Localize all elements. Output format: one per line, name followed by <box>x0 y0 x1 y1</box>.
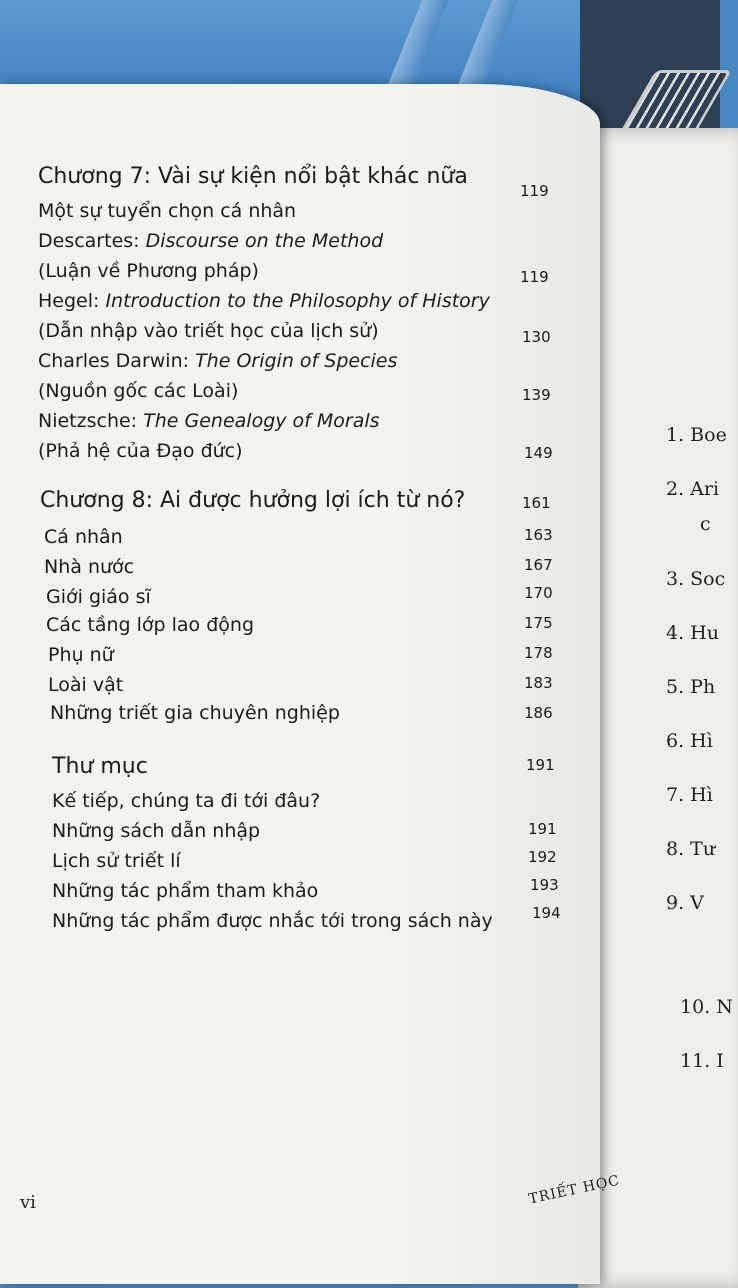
right-page-item: 1. Boe <box>666 424 727 446</box>
toc-entry: Những triết gia chuyên nghiệp <box>50 702 340 724</box>
page-number: 183 <box>524 674 553 692</box>
toc-entry: Loài vật <box>48 674 124 696</box>
page-number: 163 <box>524 526 553 544</box>
toc-entry: (Nguồn gốc các Loài) <box>38 380 239 402</box>
page-number: 130 <box>522 328 551 346</box>
page-number: 149 <box>524 444 553 462</box>
toc-entry-title: Introduction to the Philosophy of History <box>105 290 490 312</box>
page-number: 193 <box>530 876 559 894</box>
toc-entry: Giới giáo sĩ <box>46 586 151 608</box>
chapter-heading: Chương 8: Ai được hưởng lợi ích từ nó? <box>40 488 466 513</box>
page-number: 119 <box>520 182 549 200</box>
page-number: 175 <box>524 614 553 632</box>
page-number: 119 <box>520 268 549 286</box>
chapter-heading: Thư mục <box>52 754 148 779</box>
right-page-item: 3. Soc <box>666 568 726 590</box>
book-page <box>0 84 622 1284</box>
toc-entry-author: Charles Darwin: <box>38 350 196 372</box>
right-page-item: 4. Hu <box>666 622 719 644</box>
toc-entry: Những tác phẩm được nhắc tới trong sách này <box>52 910 493 932</box>
right-page-item: 5. Ph <box>666 676 716 698</box>
right-page-item: 2. Ari <box>666 478 720 500</box>
toc-entry-author: Hegel: <box>38 290 106 312</box>
toc-entry-title: The Genealogy of Morals <box>143 410 380 432</box>
toc-entry <box>38 230 383 252</box>
toc-entry: Lịch sử triết lí <box>52 850 181 872</box>
right-page-item: 7. Hì <box>666 784 713 806</box>
page-number: 139 <box>522 386 551 404</box>
page-number: 192 <box>528 848 557 866</box>
toc-entry-author: Nietzsche: <box>38 410 144 432</box>
toc-entry: Các tầng lớp lao động <box>46 614 255 636</box>
toc-entry: Phụ nữ <box>48 644 114 666</box>
toc-entry-author: Descartes: <box>38 230 146 252</box>
page-number: 191 <box>526 756 555 774</box>
right-page-item: 8. Tư <box>666 838 716 860</box>
table-of-contents <box>0 84 600 1284</box>
toc-entry: Những tác phẩm tham khảo <box>52 880 319 902</box>
chapter-heading: Chương 7: Vài sự kiện nổi bật khác nữa <box>38 164 468 189</box>
page-number: 186 <box>524 704 553 722</box>
page-number: 170 <box>524 584 553 602</box>
toc-entry-title: The Origin of Species <box>195 350 398 372</box>
running-title: TRIẾT HỌC <box>527 1172 622 1208</box>
toc-entry <box>38 290 490 312</box>
page-number: 191 <box>528 820 557 838</box>
right-page-item: 11. I <box>680 1050 724 1072</box>
right-page <box>578 128 738 1288</box>
toc-entry: (Phả hệ của Đạo đức) <box>38 440 243 462</box>
toc-entry: Kế tiếp, chúng ta đi tới đâu? <box>52 790 321 812</box>
toc-entry: Một sự tuyển chọn cá nhân <box>38 200 297 222</box>
toc-entry: Những sách dẫn nhập <box>52 820 261 842</box>
page-number: 178 <box>524 644 553 662</box>
page-number: 167 <box>524 556 553 574</box>
toc-entry-title: Discourse on the Method <box>145 230 384 252</box>
toc-entry: (Luận về Phương pháp) <box>38 260 259 282</box>
page-number: 194 <box>532 904 561 922</box>
toc-entry: (Dẫn nhập vào triết học của lịch sử) <box>38 320 379 342</box>
right-page-item: 10. N <box>680 996 733 1018</box>
page-label: vi <box>20 1192 36 1213</box>
page-number: 161 <box>522 494 551 512</box>
toc-entry <box>38 410 380 432</box>
toc-entry: Cá nhân <box>44 526 123 548</box>
toc-entry: Nhà nước <box>44 556 135 578</box>
toc-entry <box>38 350 397 372</box>
right-page-item: 9. V <box>666 892 704 914</box>
right-page-item: c <box>700 513 711 535</box>
right-page-item: 6. Hì <box>666 730 713 752</box>
